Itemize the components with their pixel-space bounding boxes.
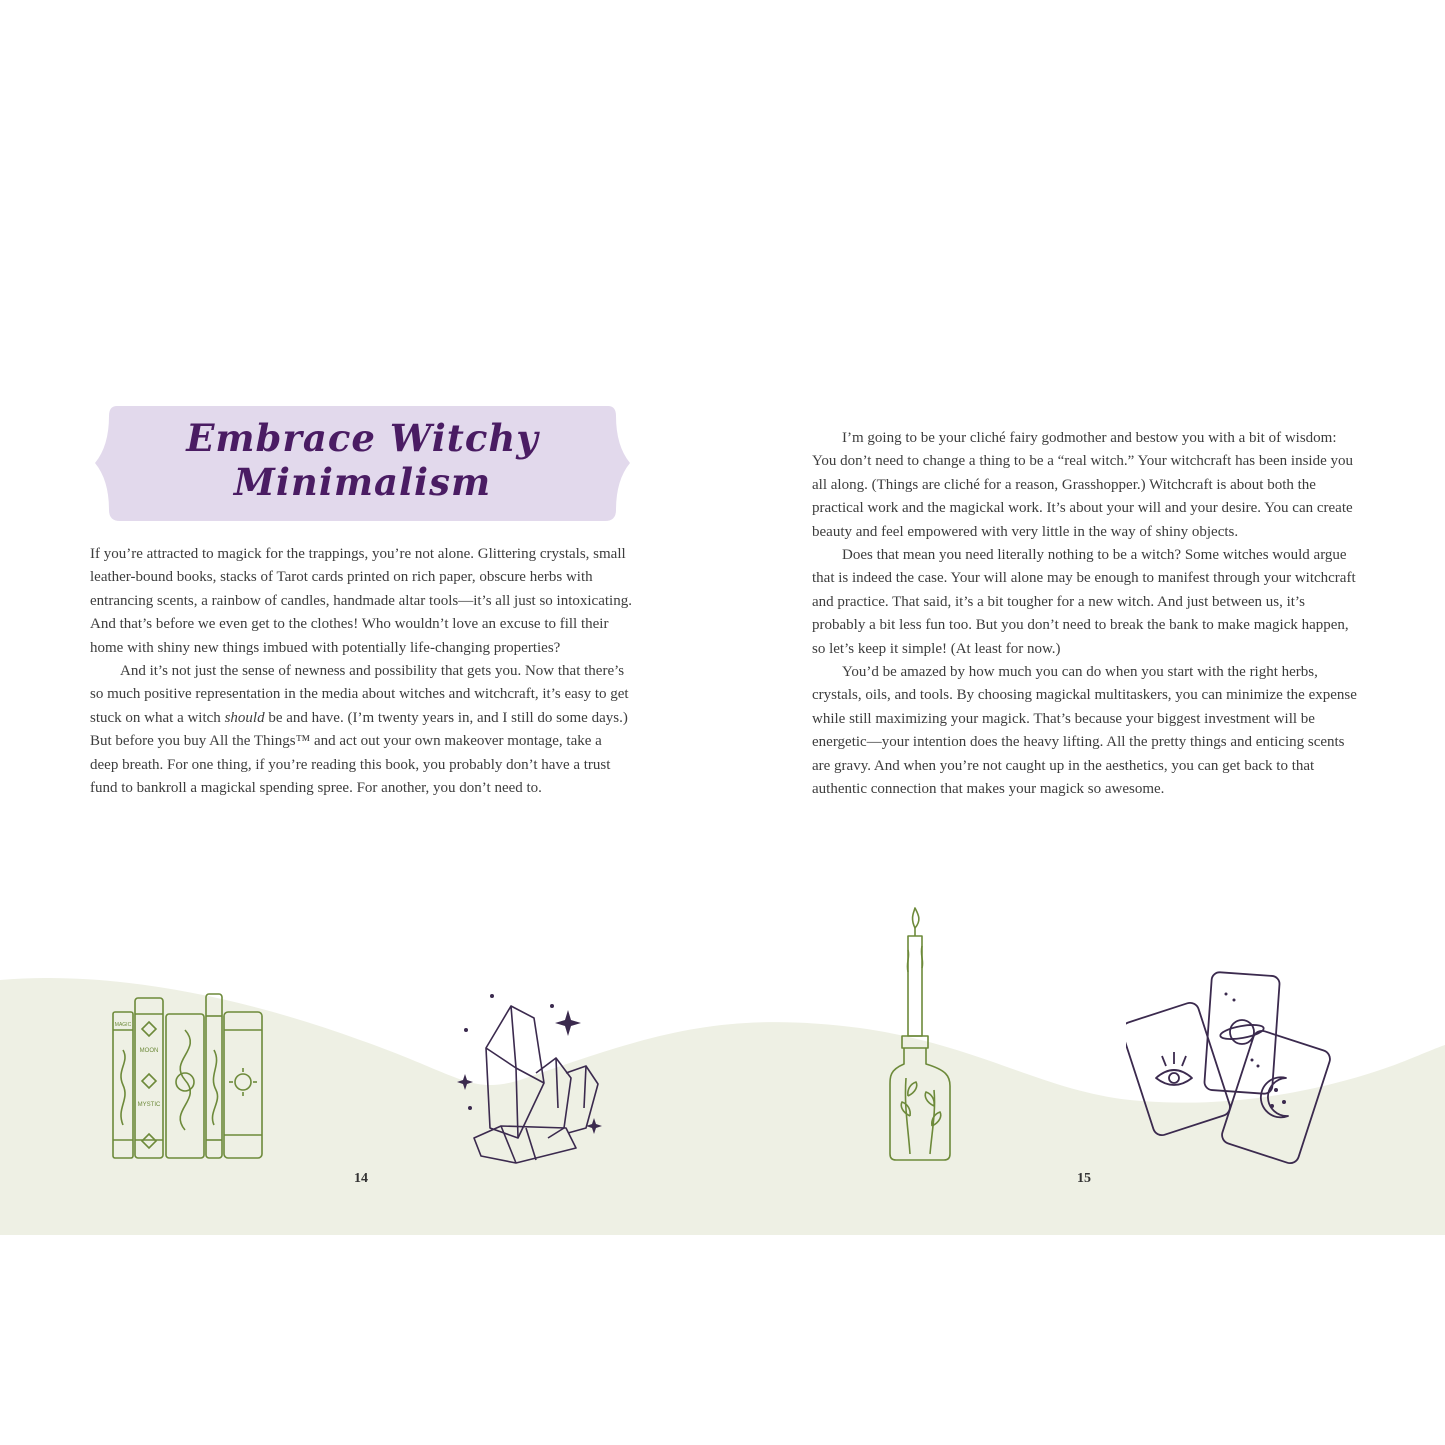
chapter-title-line2: Minimalism (233, 460, 492, 504)
left-paragraph-2 (90, 660, 632, 800)
book-spine-mystic: MYSTIC (137, 1102, 161, 1108)
left-paragraph-2-start: And it’s not just the sense of newness and possibility that gets you. Now that there’s so much positive representation in the media about witches and witchcraft, it’s easy to get stuck on what a witch (90, 663, 629, 726)
books-icon (108, 990, 268, 1162)
emphasis-should: should (224, 709, 265, 726)
candle-bottle-icon (880, 906, 970, 1162)
tarot-cards-icon (1126, 970, 1346, 1175)
right-paragraph-3: You’d be amazed by how much you can do when you start with the right herbs, crystals, oils, and tools. By choosing magickal multitaskers, you can minimize the expense while still maximizing your magick. That’s because your biggest investment will be energetic—your intention does the heavy lifting. All the pretty things and enticing scents are gravy. And when you’re not caught up in the aesthetics, you can get back to that authentic connection that makes your magick so awesome. (812, 664, 1357, 798)
left-page-body (90, 543, 632, 800)
page-number-right: 15 (1077, 1171, 1091, 1186)
book-spine-moon: MOON (139, 1048, 159, 1054)
right-page-body (812, 427, 1358, 802)
right-paragraph-1: I’m going to be your cliché fairy godmother and bestow you with a bit of wisdom: You don’t need to change a thing to be a “real witch.” Your witchcraft has been inside you all along. (Things are cliché for a reason, Grasshopper.) Witchcraft is about both the practical work and the magickal work. It’s about your will and your desire. You can create beauty and feel empowered with very little in the way of shiny objects. (812, 430, 1353, 540)
right-paragraph-2: Does that mean you need literally nothing to be a witch? Some witches would argue that is indeed the case. Your will alone may be enough to manifest through your witchcraft and practice. That said, it’s a bit tougher for a new witch. And just between us, it’s probably a bit less fun too. But you don’t need to break the bank to make magick happen, so let’s keep it simple! (At least for now.) (812, 547, 1356, 657)
chapter-title (95, 416, 630, 504)
left-paragraph-1: If you’re attracted to magick for the trappings, you’re not alone. Glittering crystals, small leather-bound books, stacks of Tarot cards printed on rich paper, obscure herbs with entrancing scents, a rainbow of candles, handmade altar tools—it’s all just so intoxicating. And that’s before we even get to the clothes! Who wouldn’t love an excuse to fill their home with shiny new things imbued with potentially life-changing properties? (90, 546, 632, 656)
book-spine-magic: MAGIC (114, 1022, 132, 1028)
page-number-left: 14 (354, 1171, 368, 1186)
crystal-cluster-icon (456, 988, 606, 1168)
left-paragraph-2-end: be and have. (I’m twenty years in, and I still do some days.) But before you buy All the Things™ and act out your own makeover montage, take a deep breath. For one thing, if you’re reading this book, you probably don’t have a trust fund to bankroll a magickal spending spree. For another, you don’t need to. (90, 709, 628, 797)
chapter-title-line1: Embrace Witchy (186, 416, 539, 460)
